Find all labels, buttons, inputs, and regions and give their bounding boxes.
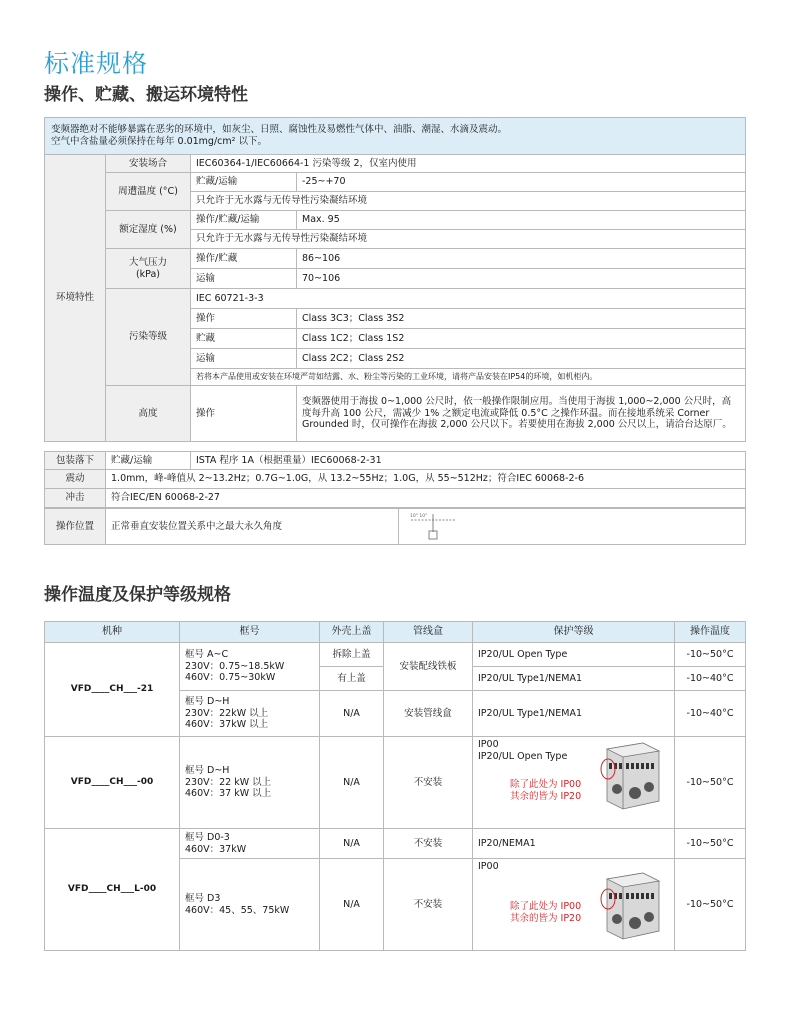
frame-a-c-line-1: 框号 A~C — [185, 648, 229, 660]
frame-d0-3-line-1: 框号 D0-3 — [185, 831, 230, 843]
cover-r2: N/A — [320, 691, 384, 737]
model-l00: VFD____CH___L-00 — [45, 829, 180, 951]
page-title: 标准规格 — [44, 49, 149, 78]
pollution-sub-2: 贮藏 — [191, 329, 297, 349]
mounting-angle-diagram — [405, 512, 465, 542]
temp-r5: -10~50°C — [675, 859, 746, 951]
drive-illustration-l00 — [599, 871, 663, 941]
altitude-sub: 操作 — [191, 386, 297, 442]
cover-r4: N/A — [320, 829, 384, 859]
env-intro-line-2: 空气中含盐量必须保持在每年 0.01mg/cm² 以下。 — [51, 136, 267, 147]
cover-on: 有上盖 — [320, 667, 384, 691]
frame-d-h-00-line-3: 460V：37 kW 以上 — [185, 788, 272, 800]
humidity-sub: 操作/贮藏/运输 — [191, 211, 297, 230]
environment-table — [44, 117, 746, 442]
pollution-sub-1: 操作 — [191, 309, 297, 329]
frame-a-c-line-3: 460V：0.75~30kW — [185, 672, 276, 684]
section-title-environment: 操作、贮藏、搬运环境特性 — [44, 85, 248, 105]
conduit-box-r4: 不安装 — [384, 829, 473, 859]
pressure-sub-2: 运输 — [191, 269, 297, 289]
pollution-value-3: Class 2C2；Class 2S2 — [297, 349, 746, 369]
altitude-value: 变频器使用于海拔 0~1,000 公尺时，依一般操作限制应用。当使用于海拔 1,000~2,000 公尺时，高度每升高 100 公尺，需减少 1% 之额定电流或降低 0.5°C 之操作环温。而在接地系统采 Corner Grounded 时，仅可操作在海拔 2,000 公尺以下。若要使用在海拔 2,000 公尺以上，请洽台达原厂。 — [297, 386, 746, 442]
drive-illustration-open — [599, 741, 663, 811]
prot-r3-note-1: 除了此处为 IP00 — [510, 778, 582, 790]
temp-r1b: -10~40°C — [675, 667, 746, 691]
prot-r5-note-1: 除了此处为 IP00 — [510, 900, 582, 912]
frame-d-h-21-line-2: 230V：22kW 以上 — [185, 707, 269, 719]
temp-note: 只允许于无水露与无传导性污染凝结环境 — [191, 192, 746, 211]
header-frame: 框号 — [180, 622, 320, 643]
environment-table-lower — [44, 451, 746, 508]
env-group-label: 环境特性 — [45, 155, 106, 442]
temp-label: 周遭温度 (°C) — [106, 173, 191, 211]
conduit-box-r3: 不安装 — [384, 737, 473, 829]
pollution-label: 污染等级 — [106, 289, 191, 386]
frame-d-h-00 — [180, 737, 320, 829]
pressure-value-2: 70~106 — [297, 269, 746, 289]
position-label: 操作位置 — [45, 509, 106, 545]
prot-r3-cell — [473, 737, 675, 829]
env-intro-line-1: 变频器绝对不能够暴露在恶劣的环境中，如灰尘、日照、腐蚀性及易燃性气体中、油脂、潮湿、水滴及震动。 — [51, 123, 508, 135]
temp-sub: 贮藏/运输 — [191, 173, 297, 192]
model-21: VFD____CH___-21 — [45, 643, 180, 737]
temp-r1a: -10~50°C — [675, 643, 746, 667]
drop-sub: 贮藏/运输 — [106, 452, 191, 470]
drop-label: 包装落下 — [45, 452, 106, 470]
temp-r3: -10~50°C — [675, 737, 746, 829]
vibration-label: 震动 — [45, 470, 106, 489]
frame-d3-line-1: 框号 D3 — [185, 892, 221, 904]
conduit-plate: 安装配线铁板 — [384, 643, 473, 691]
pressure-label — [106, 249, 191, 289]
model-00: VFD____CH___-00 — [45, 737, 180, 829]
frame-d3 — [180, 859, 320, 951]
temp-value: -25~+70 — [297, 173, 746, 192]
temp-r2: -10~40°C — [675, 691, 746, 737]
frame-d-h-00-line-2: 230V：22 kW 以上 — [185, 776, 272, 788]
prot-type1: IP20/UL Type1/NEMA1 — [473, 667, 675, 691]
cover-r5: N/A — [320, 859, 384, 951]
altitude-label: 高度 — [106, 386, 191, 442]
pressure-label-line-2: (kPa) — [135, 268, 161, 280]
prot-open-type: IP20/UL Open Type — [473, 643, 675, 667]
conduit-box-r5: 不安装 — [384, 859, 473, 951]
drop-value: ISTA 程序 1A（根据重量）IEC60068-2-31 — [191, 452, 746, 470]
frame-a-c — [180, 643, 320, 691]
frame-d-h-21-line-1: 框号 D~H — [185, 695, 230, 707]
prot-r5-cell — [473, 859, 675, 951]
pollution-value-2: Class 1C2；Class 1S2 — [297, 329, 746, 349]
angle-label: 10° 10° — [410, 514, 428, 519]
header-protection-level: 保护等级 — [473, 622, 675, 643]
temp-r4: -10~50°C — [675, 829, 746, 859]
frame-d-h-00-line-1: 框号 D~H — [185, 764, 230, 776]
environment-table-position — [44, 508, 746, 545]
cover-r3: N/A — [320, 737, 384, 829]
protection-header-row — [45, 622, 746, 643]
frame-d-h-21 — [180, 691, 320, 737]
vibration-value: 1.0mm，峰-峰值从 2~13.2Hz；0.7G~1.0G，从 13.2~55Hz；1.0G，从 55~512Hz；符合IEC 60068-2-6 — [106, 470, 746, 489]
pollution-value-1: Class 3C3；Class 3S2 — [297, 309, 746, 329]
frame-d-h-21-line-3: 460V：37kW 以上 — [185, 719, 269, 731]
position-value: 正常垂直安装位置关系中之最大永久角度 — [106, 509, 399, 545]
install-label: 安装场合 — [106, 155, 191, 173]
pollution-note: 若将本产品使用或安装在环境严苛如结露、水、粉尘等污染的工业环境，请将产品安装在IP54的环境，如机柜内。 — [191, 369, 746, 386]
prot-r5-line-1: IP00 — [478, 861, 499, 872]
humidity-note: 只允许于无水露与无传导性污染凝结环境 — [191, 230, 746, 249]
header-cover: 外壳上盖 — [320, 622, 384, 643]
humidity-value: Max. 95 — [297, 211, 746, 230]
conduit-box-r2: 安装管线盒 — [384, 691, 473, 737]
install-value: IEC60364-1/IEC60664-1 污染等级 2，仅室内使用 — [191, 155, 746, 173]
prot-r3-note-2: 其余的皆为 IP20 — [510, 790, 582, 802]
humidity-label: 额定湿度 (%) — [106, 211, 191, 249]
section-title-protection: 操作温度及保护等级规格 — [44, 585, 231, 605]
frame-d0-3 — [180, 829, 320, 859]
header-conduit-box: 管线盒 — [384, 622, 473, 643]
position-diagram-cell — [399, 509, 746, 545]
shock-label: 冲击 — [45, 489, 106, 508]
header-operating-temp: 操作温度 — [675, 622, 746, 643]
shock-value: 符合IEC/EN 60068-2-27 — [106, 489, 746, 508]
pressure-sub-1: 操作/贮藏 — [191, 249, 297, 269]
protection-table — [44, 621, 746, 951]
prot-r3-line-2: IP20/UL Open Type — [478, 750, 568, 762]
pressure-label-line-1: 大气压力 — [128, 256, 167, 268]
frame-d3-line-2: 460V：45、55、75kW — [185, 904, 290, 916]
prot-r2: IP20/UL Type1/NEMA1 — [473, 691, 675, 737]
cover-removed: 拆除上盖 — [320, 643, 384, 667]
pollution-sub-3: 运输 — [191, 349, 297, 369]
prot-r3-line-1: IP00 — [478, 739, 499, 750]
frame-d0-3-line-2: 460V：37kW — [185, 843, 247, 855]
header-model: 机种 — [45, 622, 180, 643]
frame-a-c-line-2: 230V：0.75~18.5kW — [185, 660, 285, 672]
pressure-value-1: 86~106 — [297, 249, 746, 269]
env-intro-row — [45, 118, 746, 155]
prot-r5-note-2: 其余的皆为 IP20 — [510, 912, 582, 924]
pollution-standard: IEC 60721-3-3 — [191, 289, 746, 309]
prot-r4: IP20/NEMA1 — [473, 829, 675, 859]
